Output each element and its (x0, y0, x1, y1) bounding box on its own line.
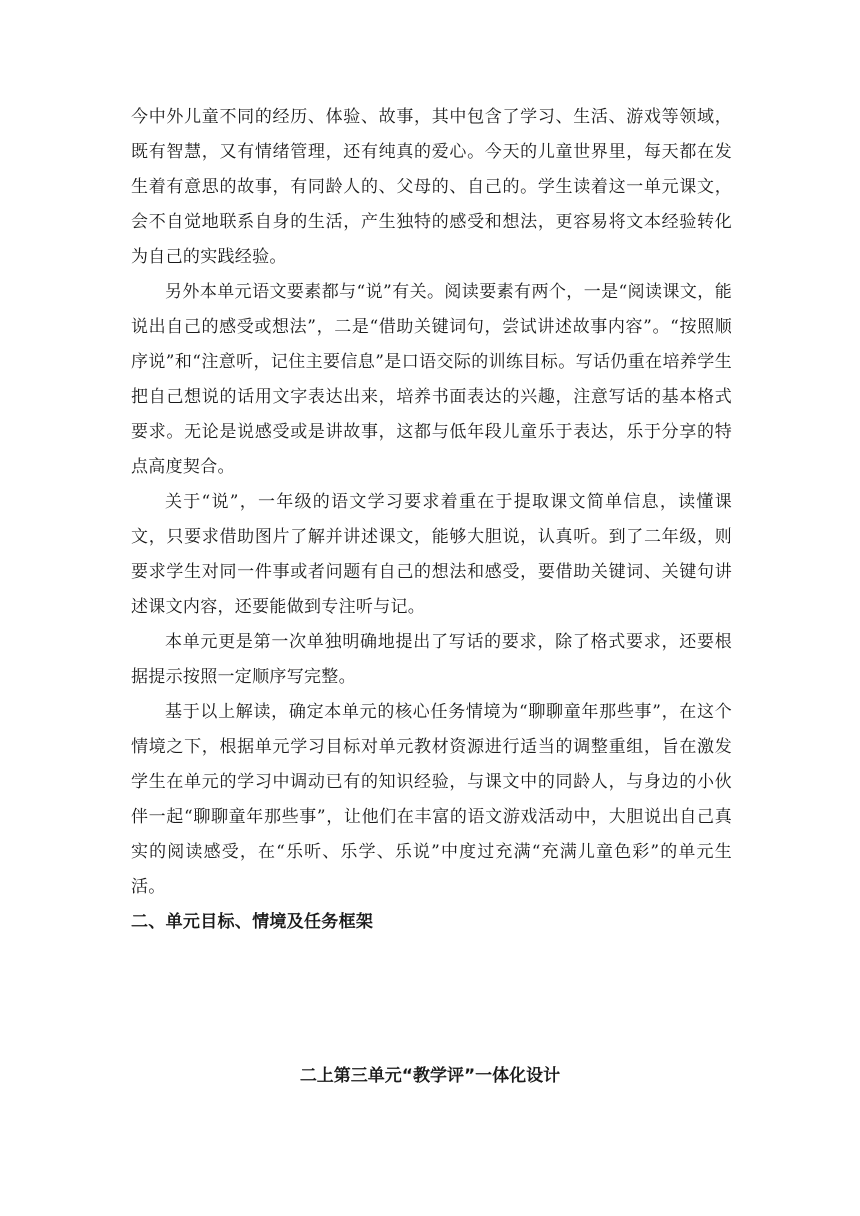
paragraph-continuation: 今中外儿童不同的经历、体验、故事，其中包含了学习、生活、游戏等领域，既有智慧，又有情绪管理，还有纯真的爱心。今天的儿童世界里，每天都在发生着有意思的故事，有同龄人的、父母的、自己的。学生读着这一单元课文，会不自觉地联系自身的生活，产生独特的感受和想法，更容易将文本经验转化为自己的实践经验。 (131, 107, 732, 267)
paragraph-core-task: 基于以上解读，确定本单元的核心任务情境为“聊聊童年那些事”，在这个情境之下，根据单元学习目标对单元教材资源进行适当的调整重组，旨在激发学生在单元的学习中调动已有的知识经验，与课文中的同龄人，与身边的小伙伴一起“聊聊童年那些事”，让他们在丰富的语文游戏活动中，大胆说出自己真实的阅读感受，在“乐听、乐学、乐说”中度过充满“充满儿童色彩”的单元生活。 (131, 702, 732, 897)
paragraph-writing-requirement: 本单元更是第一次单独明确地提出了写话的要求，除了格式要求，还要根据提示按照一定顺序写完整。 (131, 632, 732, 687)
paragraph-language-elements: 另外本单元语文要素都与“说”有关。阅读要素有两个，一是“阅读课文，能说出自己的感受或想法”，二是“借助关键词句，尝试讲述故事内容”。“按照顺序说”和“注意听，记住主要信息”是口语交际的训练目标。写话仍重在培养学生把自己想说的话用文字表达出来，培养书面表达的兴趣，注意写话的基本格式要求。无论是说感受或是讲故事，这都与低年段儿童乐于表达，乐于分享的特点高度契合。 (131, 282, 732, 477)
paragraph-about-speaking: 关于“说”，一年级的语文学习要求着重在于提取课文简单信息，读懂课文，只要求借助图片了解并讲述课文，能够大胆说，认真听。到了二年级，则要求学生对同一件事或者问题有自己的想法和感受，要借助关键词、关键句讲述课文内容，还要能做到专注听与记。 (131, 492, 732, 617)
body-text (131, 100, 732, 940)
section-heading: 二、单元目标、情境及任务框架 (131, 912, 374, 932)
page-footer-title: 二上第三单元“教学评”一体化设计 (299, 1066, 561, 1086)
